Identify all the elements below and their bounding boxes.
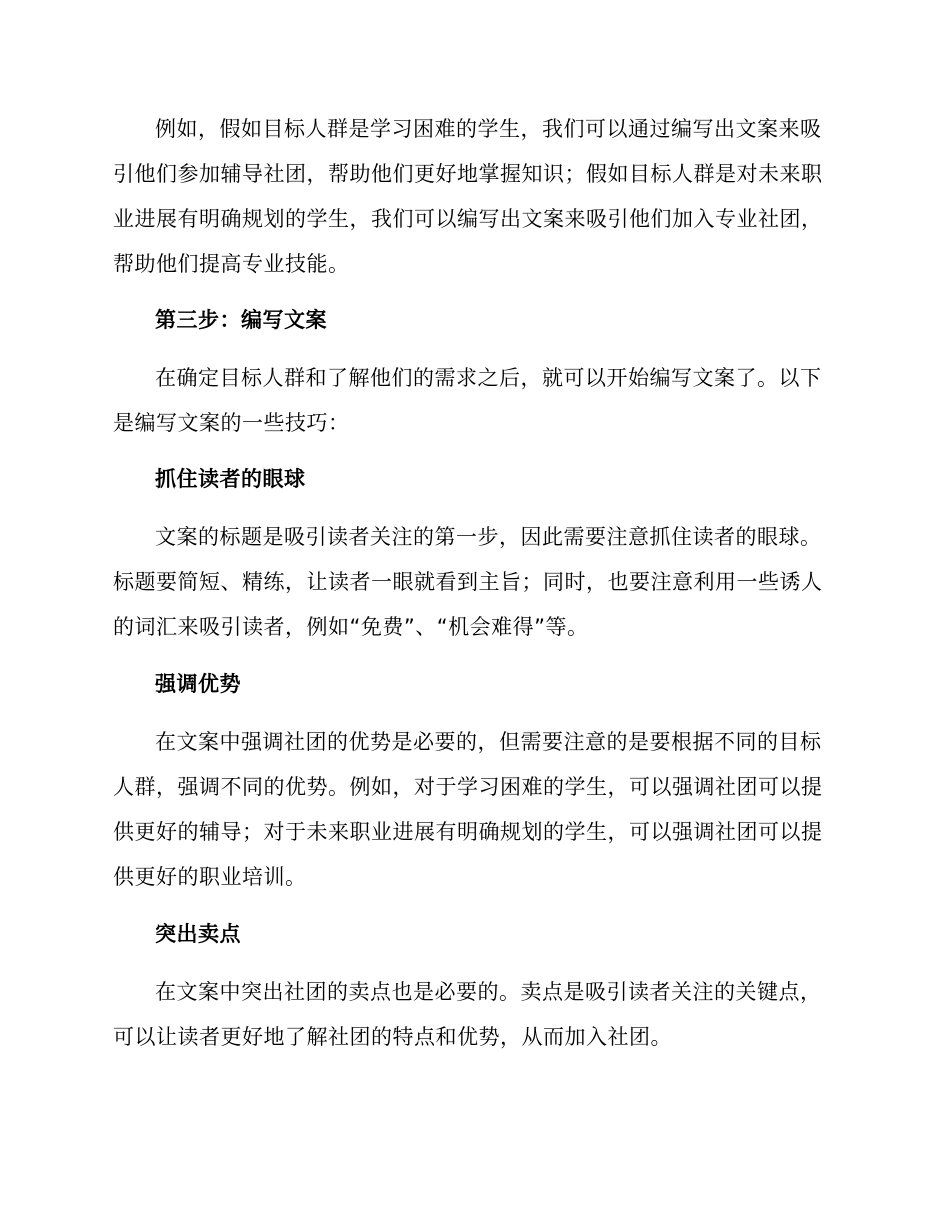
text-line: 的词汇来吸引读者，例如“免费”、“机会难得”等。 bbox=[113, 615, 589, 639]
text-line: 可以让读者更好地了解社团的特点和优势，从而加入社团。 bbox=[113, 1025, 672, 1049]
text-line: 在确定目标人群和了解他们的需求之后，就可以开始编写文案了。以下 bbox=[155, 366, 822, 390]
text-line: 业进展有明确规划的学生，我们可以编写出文案来吸引他们加入专业社团， bbox=[113, 207, 823, 231]
text-line: 标题要简短、精练，让读者一眼就看到主旨；同时，也要注意利用一些诱人 bbox=[113, 570, 823, 594]
paragraph-emphasize-advantages bbox=[113, 720, 831, 900]
section-heading-step-three: 第三步：编写文案 bbox=[155, 308, 327, 332]
text-line: 引他们参加辅导社团，帮助他们更好地掌握知识；假如目标人群是对未来职 bbox=[113, 162, 823, 186]
text-line: 在文案中突出社团的卖点也是必要的。卖点是吸引读者关注的关键点， bbox=[155, 980, 822, 1004]
text-line: 文案的标题是吸引读者关注的第一步，因此需要注意抓住读者的眼球。 bbox=[155, 525, 822, 549]
text-line: 在文案中强调社团的优势是必要的，但需要注意的是要根据不同的目标 bbox=[155, 730, 822, 754]
subheading-emphasize-advantages: 强调优势 bbox=[155, 672, 241, 696]
paragraph-highlight-selling-points bbox=[113, 970, 831, 1060]
text-line: 帮助他们提高专业技能。 bbox=[113, 252, 350, 276]
subheading-highlight-selling-points: 突出卖点 bbox=[155, 922, 241, 946]
paragraph-target-audience-example bbox=[113, 107, 831, 287]
subheading-grab-attention: 抓住读者的眼球 bbox=[155, 467, 306, 491]
text-line: 人群，强调不同的优势。例如，对于学习困难的学生，可以强调社团可以提 bbox=[113, 775, 823, 799]
text-line: 供更好的辅导；对于未来职业进展有明确规划的学生，可以强调社团可以提 bbox=[113, 820, 823, 844]
text-line: 例如，假如目标人群是学习困难的学生，我们可以通过编写出文案来吸 bbox=[155, 117, 822, 141]
text-line: 是编写文案的一些技巧： bbox=[113, 411, 350, 435]
paragraph-writing-intro bbox=[113, 356, 831, 446]
text-line: 供更好的职业培训。 bbox=[113, 865, 307, 889]
paragraph-grab-attention bbox=[113, 515, 831, 650]
